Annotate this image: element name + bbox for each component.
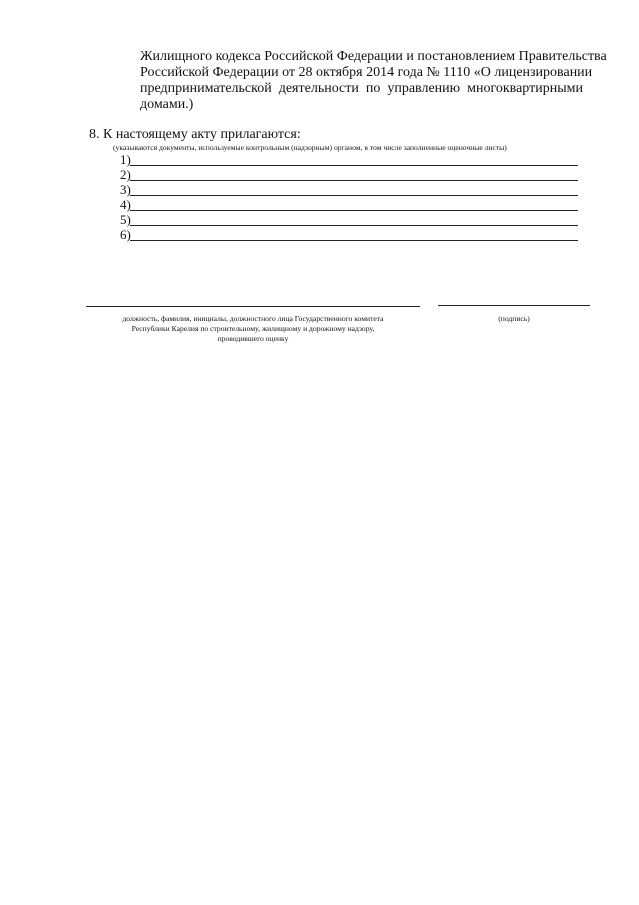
section-8-heading: 8. К настоящему акту прилагаются:	[89, 127, 301, 142]
official-caption-line: должность, фамилия, инициалы, должностного лица Государственного комитета	[122, 314, 384, 323]
attachment-fill-line	[130, 225, 578, 226]
attachment-row	[116, 198, 578, 212]
official-caption-line: проводившего оценку	[217, 334, 289, 343]
attachment-number: 5)	[120, 212, 131, 227]
signature-line	[438, 305, 590, 306]
attachment-row	[116, 228, 578, 242]
official-caption	[86, 314, 420, 344]
intro-line: предпринимательской деятельности по управлению многоквартирными	[140, 81, 583, 96]
attachment-row	[116, 168, 578, 182]
intro-line: домами.)	[140, 97, 194, 112]
official-caption-line: Республики Карелия по строительному, жилищному и дорожному надзору,	[131, 324, 375, 333]
attachment-number: 6)	[120, 227, 131, 242]
attachment-fill-line	[130, 165, 578, 166]
attachment-row	[116, 183, 578, 197]
signature-caption: (подпись)	[498, 314, 530, 323]
intro-paragraph	[140, 49, 607, 113]
attachment-number: 3)	[120, 182, 131, 197]
official-signature-line	[86, 306, 420, 307]
attachment-row	[116, 213, 578, 227]
attachment-row	[116, 153, 578, 167]
attachment-number: 1)	[120, 152, 131, 167]
attachment-number: 4)	[120, 197, 131, 212]
attachment-fill-line	[130, 180, 578, 181]
intro-line: Российской Федерации от 28 октября 2014 года № 1110 «О лицензировании	[140, 65, 593, 80]
attachment-fill-line	[130, 210, 578, 211]
attachment-fill-line	[130, 195, 578, 196]
intro-line: Жилищного кодекса Российской Федерации и постановлением Правительства	[140, 49, 607, 64]
section-8-note: (указываются документы, используемые контрольным (надзорным) органом, в том числе заполненные оценочные листы)	[113, 143, 507, 152]
attachment-number: 2)	[120, 167, 131, 182]
attachment-fill-line	[130, 240, 578, 241]
